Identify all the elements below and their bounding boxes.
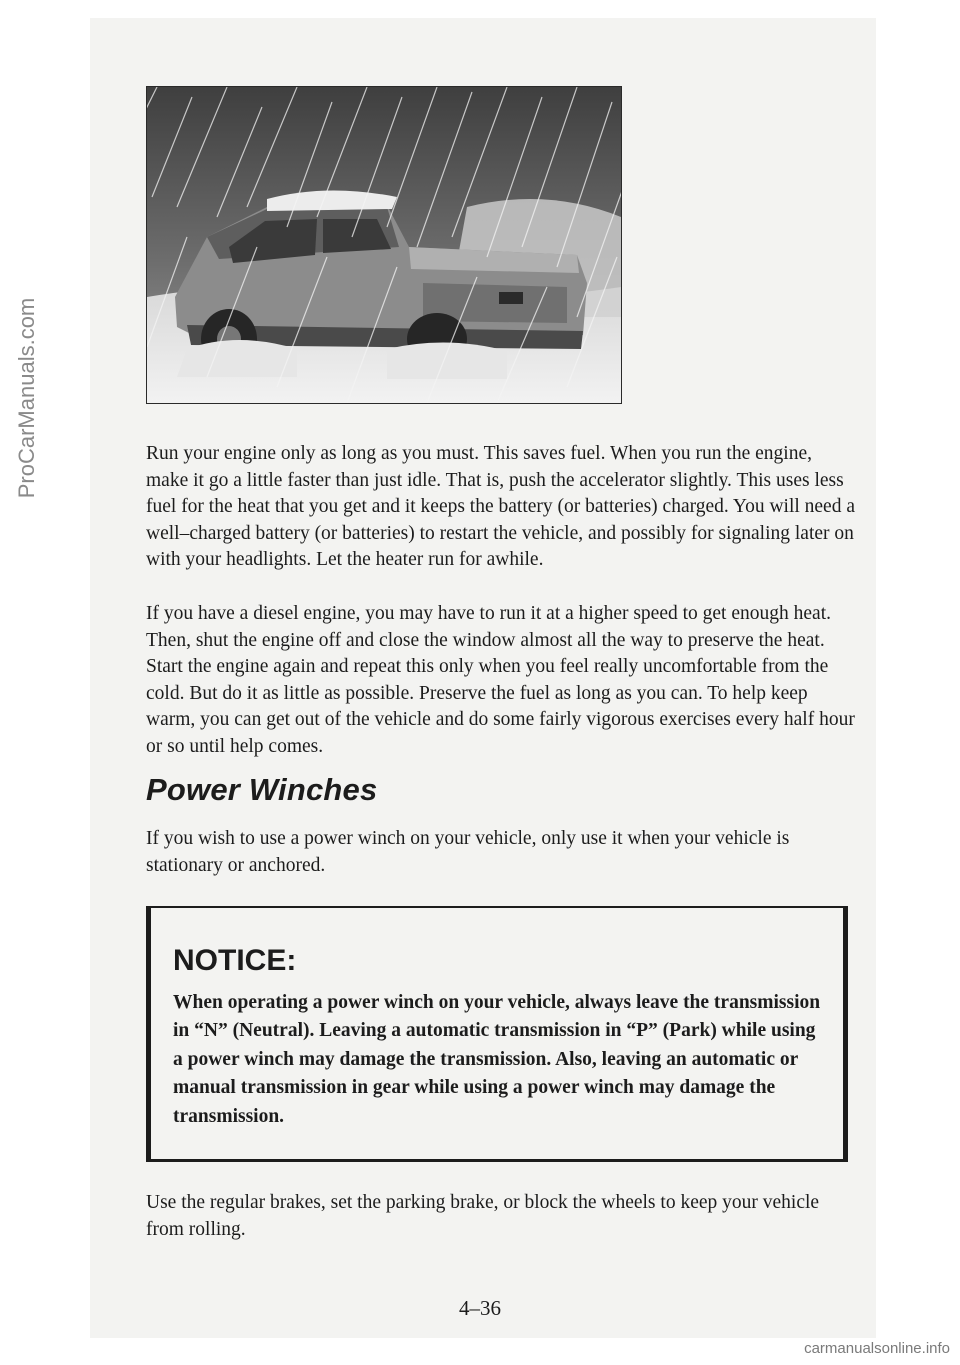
section-heading-power-winches: Power Winches xyxy=(146,772,378,807)
notice-title: NOTICE: xyxy=(173,944,297,977)
truck-in-snow-illustration xyxy=(146,86,622,404)
page-number: 4–36 xyxy=(459,1296,501,1320)
footer-url: carmanualsonline.info xyxy=(804,1340,950,1357)
watermark-text: ProCarManuals.com xyxy=(14,297,39,499)
paragraph-engine-idle: Run your engine only as long as you must. This saves fuel. When you run the engine, make it go a little faster than just idle. That is, push the accelerator slightly. This uses less fuel for the heat that you get and it keeps the battery (or batteries) charged. You will need a well–charged battery (or batteries) to restart the vehicle, and possibly for signaling later on with your headlights. Let the heater run for awhile. xyxy=(146,443,855,571)
paragraph-power-winch-usage: If you wish to use a power winch on your vehicle, only use it when your vehicle is stationary or anchored. xyxy=(146,828,790,876)
notice-box xyxy=(146,906,848,1162)
paragraph-diesel-engine: If you have a diesel engine, you may have to run it at a higher speed to get enough heat. Then, shut the engine off and close the window almost all the way to preserve the heat. Start the engine again and repeat this only when you feel really uncomfortable from the cold. But do it as little as possible. Preserve the fuel as long as you can. To help keep warm, you can get out of the vehicle and do some fairly vigorous exercises every half hour or so until help comes. xyxy=(146,603,855,757)
paragraph-brakes: Use the regular brakes, set the parking brake, or block the wheels to keep your vehicle from rolling. xyxy=(146,1192,820,1240)
notice-body: When operating a power winch on your vehicle, always leave the transmission in “N” (Neutral). Leaving a automatic transmission in “P” (Park) while using a power winch may damage the transmission. Also, leaving an automatic or manual transmission in gear while using a power winch may damage the transmission. xyxy=(173,992,821,1127)
